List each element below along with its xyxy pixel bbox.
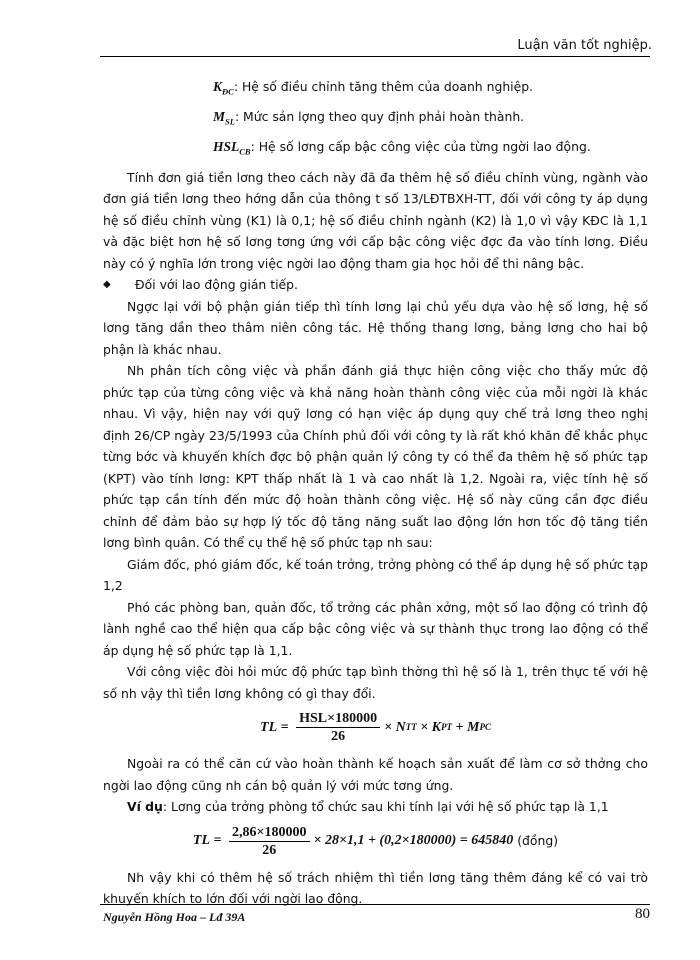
bullet-item xyxy=(103,274,648,296)
definition-hslcb: $HSL_{CB}$: Hệ số lơng cấp bậc công việc của từng ngời lao động. xyxy=(213,139,591,158)
formula-fraction: $\frac{\text{HSL×180000}}{26}$ xyxy=(296,710,380,745)
definition-kdc: $K_{ĐC}$: Hệ số điều chỉnh tăng thêm của doanh nghiệp. xyxy=(213,79,534,97)
paragraph: Ngoài ra có thể căn cứ vào hoàn thành kế hoạch sản xuất để làm cơ sở thởng cho ngời lao động cũng nh cán bộ quản lý với mức tơng ứng. xyxy=(103,756,648,793)
example-paragraph: Ví dụ: Lơng của trởng phòng tổ chức sau khi tính lại với hệ số phức tạp là 1,1 xyxy=(127,799,609,815)
paragraph: Giám đốc, phó giám đốc, kế toán trởng, trởng phòng có thể áp dụng hệ số phức tạp 1,2 xyxy=(103,556,648,594)
paragraph: Phó các phòng ban, quản đốc, tổ trởng các phân xởng, một số lao động có trình độ lành nghề cao thể hiện qua cấp bậc công việc và sự thành thục trong lao động có thể áp dụng hệ số phức tạp là 1,1. xyxy=(103,599,648,658)
footer-author: Nguyễn Hồng Hoa – Lđ 39A xyxy=(103,910,246,924)
paragraph: Ngợc lại với bộ phận gián tiếp thì tính lơng lại chủ yếu dựa vào hệ số lơng, hệ số lơng tăng dần theo thâm niên công tác. Hệ thống thang lơng, bảng lơng cho hai bộ phận là khác nhau. xyxy=(103,298,648,357)
symbol-msl: $M_{SL}$ xyxy=(213,109,235,127)
page-number: 80 xyxy=(635,906,650,922)
paragraph: Nh vậy khi có thêm hệ số trách nhiệm thì tiền lơng tăng thêm đáng kể có vai trò khuyến khích to lớn đối với ngời lao động. xyxy=(103,869,648,907)
page-content xyxy=(103,76,648,910)
formula-fraction: $\frac{2,86\times 180000}{26}$ xyxy=(229,824,309,859)
symbol-hslcb: $HSL_{CB}$ xyxy=(213,139,251,158)
formula-example: TL = $\frac{2,86\times 180000}{26}$ × 28×1,1 + (0,2×180000) = 645840 (đồng) xyxy=(192,824,559,858)
footer-rule xyxy=(100,904,650,905)
symbol-kdc: $K_{ĐC}$ xyxy=(213,79,234,97)
header-title: Luận văn tốt nghiệp. xyxy=(517,38,652,53)
definition-msl: $M_{SL}$: Mức sản lợng theo quy định phải hoàn thành. xyxy=(213,109,525,127)
paragraph: Tính đơn giá tiền lơng theo cách này đã đa thêm hệ số điều chỉnh vùng, ngành vào đơn giá tiền lơng theo hớng dẫn của thông t số 13/LĐTBXH-TT, đối với công ty áp dụng hệ số điều chỉnh vùng (K1) là 0,1; hệ số điều chỉnh ngành (K2) là 1,0 vì vậy KĐC là 1,1 và đặc biệt hơn hệ số lơng tơng ứng với cấp bậc công việc đợc đa vào tính lơng. Điều này có ý nghĩa lớn trong việc ngời lao động tham gia học hỏi để thi nâng bậc. xyxy=(103,169,648,271)
paragraph: Nh phân tích công việc và phần đánh giá thực hiện công việc cho thấy mức độ phức tạp của từng công việc và khả năng hoàn thành công việc của mỗi ngời là khác nhau. Vì vậy, hiện nay với quỹ lơng có hạn việc áp dụng quy chế trả lơng theo nghị định 26/CP ngày 23/5/1993 của Chính phủ đối với công ty là rất khó khăn để khắc phục từng bớc và khuyến khích đợc bộ phận quản lý công ty có thể đa thêm hệ số phức tạp (KPT) vào tính lơng: KPT thấp nhất là 1 và cao nhất là 1,2. Ngoài ra, việc tính hệ số phức tạp cần tính đến mức độ hoàn thành công việc. Hệ số này cũng cần đợc điều chỉnh để đảm bảo sự hợp lý tốc độ tăng năng suất lao động lớn hơn tốc độ tăng tiền lơng bình quân. Có thể cụ thể hệ số phức tạp nh sau: xyxy=(103,363,648,551)
formula-salary: TL = $\frac{\text{HSL×180000}}{26}$ × N TT × K PT + M PC xyxy=(260,711,491,745)
header-rule xyxy=(100,56,650,57)
paragraph: Với công việc đòi hỏi mức độ phức tạp bình thờng thì hệ số là 1, trên thực tế với hệ số nh vậy thì tiền lơng không có gì thay đổi. xyxy=(103,664,648,701)
diamond-bullet-icon: ◆ xyxy=(103,279,111,291)
bullet-text: Đối với lao động gián tiếp. xyxy=(135,277,298,293)
